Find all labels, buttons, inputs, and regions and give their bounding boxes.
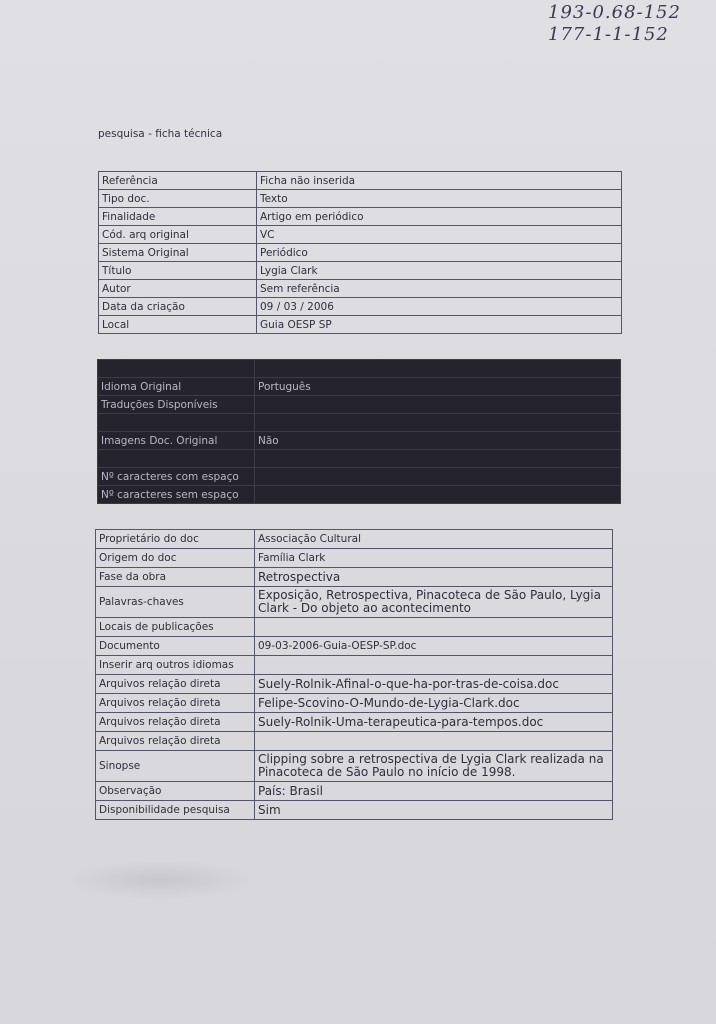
page-title: pesquisa - ficha técnica — [98, 128, 223, 140]
table-row — [99, 172, 622, 190]
field-label: Nº caracteres sem espaço — [98, 486, 255, 504]
table-row — [99, 280, 622, 298]
field-label: Arquivos relação direta — [96, 694, 255, 713]
field-label: Traduções Disponíveis — [98, 396, 255, 414]
metadata-table-language — [97, 359, 621, 504]
field-value — [255, 656, 613, 675]
metadata-table-general — [98, 171, 622, 334]
table-row — [99, 298, 622, 316]
field-value — [255, 450, 621, 468]
field-label: Arquivos relação direta — [96, 713, 255, 732]
field-label: Observação — [96, 782, 255, 801]
field-value — [255, 360, 621, 378]
field-value: VC — [257, 226, 622, 244]
field-value: Clipping sobre a retrospectiva de Lygia Clark realizada na Pinacoteca de São Paulo no início de 1998. — [255, 751, 613, 782]
field-value: 09 / 03 / 2006 — [257, 298, 622, 316]
field-value: Associação Cultural — [255, 530, 613, 549]
field-value: Periódico — [257, 244, 622, 262]
field-label: Referência — [99, 172, 257, 190]
field-value — [255, 618, 613, 637]
table-row — [96, 694, 613, 713]
table-row — [96, 637, 613, 656]
field-label — [98, 414, 255, 432]
field-value: Retrospectiva — [255, 568, 613, 587]
field-label — [98, 360, 255, 378]
field-label — [98, 450, 255, 468]
table-row — [98, 360, 621, 378]
field-value: Ficha não inserida — [257, 172, 622, 190]
field-value: Guia OESP SP — [257, 316, 622, 334]
table-row — [96, 751, 613, 782]
field-value: Exposição, Retrospectiva, Pinacoteca de São Paulo, Lygia Clark - Do objeto ao acontecimento — [255, 587, 613, 618]
field-label: Local — [99, 316, 257, 334]
table-row — [96, 801, 613, 820]
field-value: Artigo em periódico — [257, 208, 622, 226]
field-label: Nº caracteres com espaço — [98, 468, 255, 486]
field-label: Locais de publicações — [96, 618, 255, 637]
field-value: Sem referência — [257, 280, 622, 298]
table-row — [96, 568, 613, 587]
field-label: Data da criação — [99, 298, 257, 316]
field-label: Origem do doc — [96, 549, 255, 568]
table-row — [98, 414, 621, 432]
table-row — [99, 226, 622, 244]
field-value: Não — [255, 432, 621, 450]
table-row — [98, 450, 621, 468]
field-value: País: Brasil — [255, 782, 613, 801]
field-value — [255, 414, 621, 432]
table-row — [99, 208, 622, 226]
table-row — [96, 782, 613, 801]
field-value: Felipe-Scovino-O-Mundo-de-Lygia-Clark.doc — [255, 694, 613, 713]
field-value: 09-03-2006-Guia-OESP-SP.doc — [255, 637, 613, 656]
table-row — [98, 378, 621, 396]
field-label: Fase da obra — [96, 568, 255, 587]
field-value: Português — [255, 378, 621, 396]
scan-smudge — [60, 860, 260, 900]
table-row — [96, 549, 613, 568]
handwritten-reference — [548, 2, 698, 46]
field-label: Arquivos relação direta — [96, 732, 255, 751]
field-label: Disponibilidade pesquisa — [96, 801, 255, 820]
field-label: Proprietário do doc — [96, 530, 255, 549]
table-row — [99, 190, 622, 208]
table-row — [99, 244, 622, 262]
table-row — [98, 396, 621, 414]
table-row — [98, 486, 621, 504]
table-row — [98, 432, 621, 450]
handwritten-line-2: 177-1-1-152 — [548, 24, 669, 45]
field-label: Idioma Original — [98, 378, 255, 396]
field-value — [255, 732, 613, 751]
table-row — [96, 656, 613, 675]
field-value: Lygia Clark — [257, 262, 622, 280]
field-label: Palavras-chaves — [96, 587, 255, 618]
field-label: Tipo doc. — [99, 190, 257, 208]
field-value: Sim — [255, 801, 613, 820]
field-value: Texto — [257, 190, 622, 208]
field-label: Inserir arq outros idiomas — [96, 656, 255, 675]
table-row — [99, 262, 622, 280]
metadata-table-details — [95, 529, 613, 820]
field-label: Documento — [96, 637, 255, 656]
table-row — [96, 587, 613, 618]
table-row — [96, 675, 613, 694]
field-label: Título — [99, 262, 257, 280]
table-row — [96, 530, 613, 549]
table-row — [96, 618, 613, 637]
field-value — [255, 486, 621, 504]
field-label: Sinopse — [96, 751, 255, 782]
field-label: Imagens Doc. Original — [98, 432, 255, 450]
field-value — [255, 396, 621, 414]
field-label: Sistema Original — [99, 244, 257, 262]
table-row — [96, 713, 613, 732]
table-row — [99, 316, 622, 334]
field-label: Arquivos relação direta — [96, 675, 255, 694]
field-value: Família Clark — [255, 549, 613, 568]
field-value: Suely-Rolnik-Afinal-o-que-ha-por-tras-de-coisa.doc — [255, 675, 613, 694]
field-label: Finalidade — [99, 208, 257, 226]
field-value: Suely-Rolnik-Uma-terapeutica-para-tempos.doc — [255, 713, 613, 732]
table-row — [98, 468, 621, 486]
table-row — [96, 732, 613, 751]
field-value — [255, 468, 621, 486]
field-label: Cód. arq original — [99, 226, 257, 244]
field-label: Autor — [99, 280, 257, 298]
handwritten-line-1: 193-0.68-152 — [548, 2, 681, 23]
